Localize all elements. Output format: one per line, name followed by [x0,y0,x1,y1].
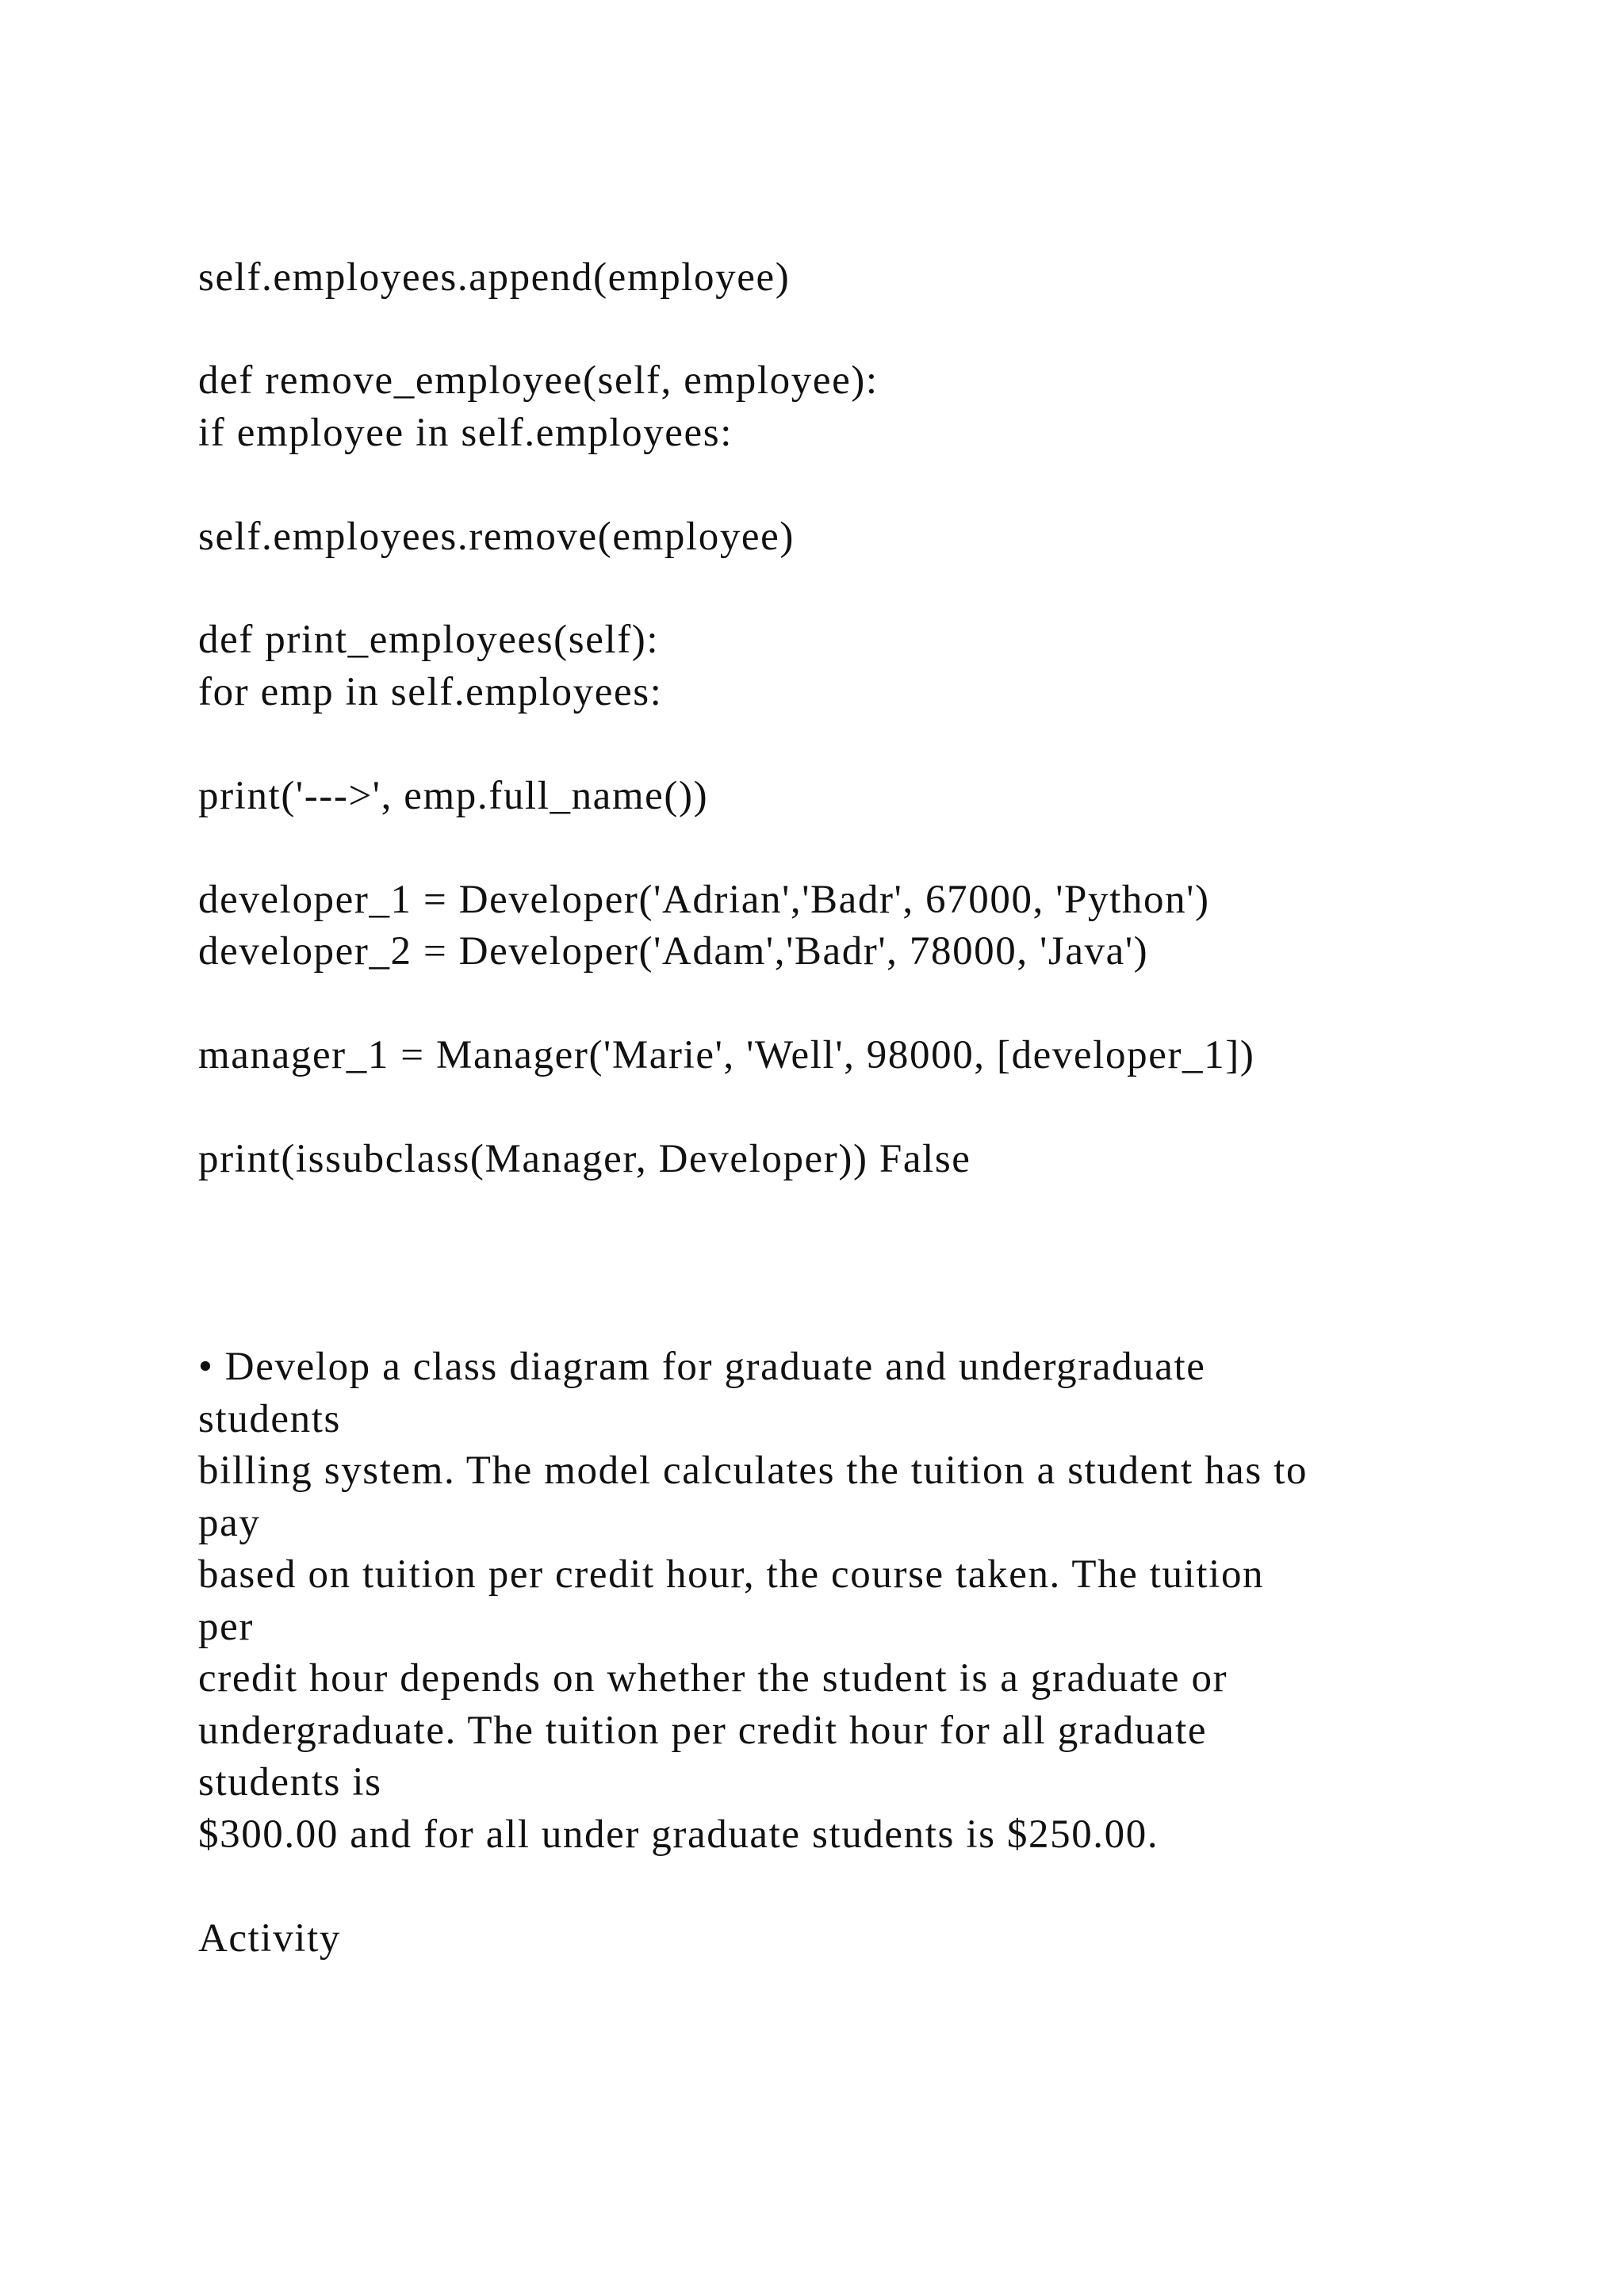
code-line: if employee in self.employees: [198,411,733,455]
task-line: based on tuition per credit hour, the course taken. The tuition [198,1552,1265,1597]
code-line: manager_1 = Manager('Marie', 'Well', 98000, [developer_1]) [198,1033,1255,1077]
code-line: def remove_employee(self, employee): [198,358,879,403]
task-line: students [198,1397,341,1441]
task-line: billing system. The model calculates the tuition a student has to [198,1448,1308,1493]
code-line: self.employees.remove(employee) [198,515,795,559]
task-line: • Develop a class diagram for graduate and undergraduate [198,1345,1206,1389]
code-line: print('--->', emp.full_name()) [198,774,709,818]
code-line: for emp in self.employees: [198,670,663,714]
task-line: per [198,1605,254,1649]
task-line: students is [198,1760,382,1804]
task-line: pay [198,1501,261,1545]
code-line: developer_2 = Developer('Adam','Badr', 78000, 'Java') [198,929,1149,974]
code-line: print(issubclass(Manager, Developer)) False [198,1137,971,1181]
code-line: self.employees.append(employee) [198,255,791,300]
task-line: $300.00 and for all under graduate students is $250.00. [198,1812,1159,1857]
task-line: credit hour depends on whether the student is a graduate or [198,1656,1228,1701]
code-line: def print_employees(self): [198,618,660,662]
section-heading: Activity [198,1916,341,1961]
code-line: developer_1 = Developer('Adrian','Badr', 67000, 'Python') [198,878,1210,922]
task-line: undergraduate. The tuition per credit hour for all graduate [198,1709,1208,1753]
